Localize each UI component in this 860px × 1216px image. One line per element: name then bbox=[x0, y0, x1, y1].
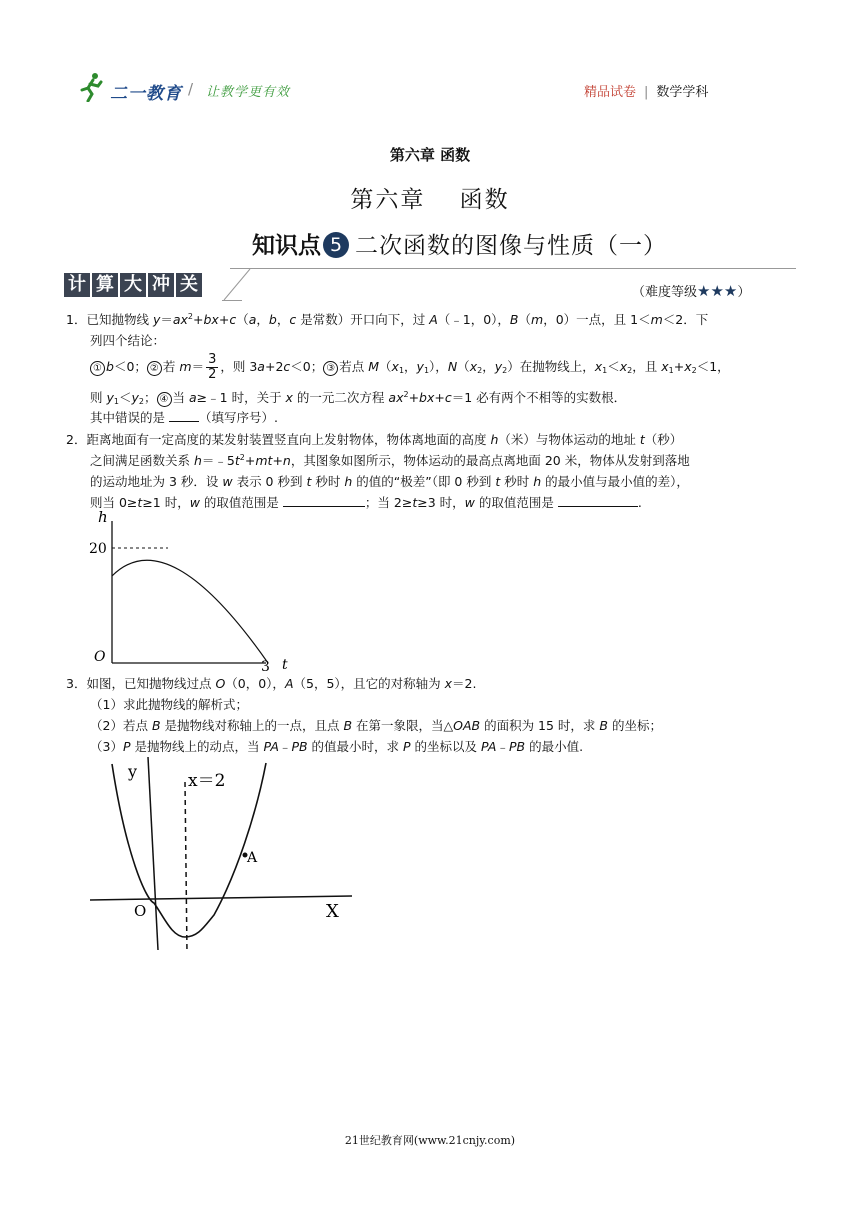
question-number: 2． bbox=[66, 432, 87, 447]
question-3-part-2: （2）若点 B 是抛物线对称轴上的一点，且点 B 在第一象限，当△OAB 的面积为 15 时，求 B 的坐标； bbox=[90, 718, 662, 733]
knowledge-point-label: 知识点 bbox=[252, 233, 321, 259]
tag-quality: 精品试卷 bbox=[584, 85, 637, 100]
tag-subject: 数学学科 bbox=[656, 85, 709, 100]
difficulty-rating: （难度等级★★★） bbox=[632, 282, 751, 300]
star-icon: ★★★ bbox=[697, 282, 738, 300]
question-3-graph bbox=[86, 755, 356, 955]
y-tick-label: 20 bbox=[89, 541, 107, 557]
question-2-graph bbox=[86, 505, 296, 673]
origin-label: O bbox=[134, 902, 147, 920]
banner-char: 冲 bbox=[148, 273, 174, 297]
x-axis bbox=[90, 896, 352, 900]
question-1-line2: 列四个结论： bbox=[90, 333, 166, 348]
question-3-part-1: （1）求此抛物线的解析式； bbox=[90, 697, 248, 712]
banner-char: 计 bbox=[64, 273, 90, 297]
origin-label: O bbox=[94, 649, 106, 665]
question-2: 2．距离地面有一定高度的某发射装置竖直向上发射物体，物体离地面的高度 h（米）与物体运动的地址 t（秒） bbox=[66, 432, 683, 447]
chapter-title-large: 第六章 函数 bbox=[350, 187, 510, 213]
brand-slash: / bbox=[188, 80, 194, 98]
symmetry-axis-label: x＝2 bbox=[188, 771, 226, 791]
banner-char: 算 bbox=[92, 273, 118, 297]
banner-diagonal bbox=[222, 268, 252, 302]
header-tags bbox=[584, 81, 708, 100]
question-3-part-3: （3）P 是抛物线上的动点，当 PA﹣PB 的值最小时，求 P 的坐标以及 PA﹣PB 的最小值. bbox=[90, 739, 584, 754]
chapter-title-small: 第六章 函数 bbox=[389, 146, 471, 164]
symmetry-axis-dashed bbox=[185, 782, 187, 953]
knowledge-point-name: 二次函数的图像与性质（一） bbox=[355, 233, 667, 259]
footer-source: 21世纪教育网(www.21cnjy.com) bbox=[344, 1134, 516, 1147]
y-axis-label: y bbox=[128, 762, 138, 781]
answer-blank[interactable] bbox=[169, 421, 199, 422]
x-axis-label: t bbox=[282, 657, 288, 673]
question-1: 1．已知抛物线 $y=ax^2+bx+c(a$，b，c 是常数）开口向下，过 A（﹣1，0），B（m，0）一点，且 1＜m＜2．下 bbox=[66, 312, 709, 327]
question-1-blank-line: 其中错误的是 （填写序号）. bbox=[90, 410, 278, 425]
banner-rule bbox=[230, 268, 796, 269]
answer-blank[interactable] bbox=[558, 506, 638, 507]
y-axis-label: h bbox=[98, 508, 108, 526]
brand-name: 二一教育 bbox=[110, 84, 182, 104]
question-1-conclusions: ① b＜0； ② 若 m＝ $\frac{3}{2}$ ，则 3a+2c＜0； ③ 若点 $M(x_1$，$y_1$），$N(x_2$，$y_2$）在抛物线上，$x_1<x_2$，且 $x_1+x_2<1$， bbox=[90, 347, 800, 387]
x-axis-label: X bbox=[326, 901, 339, 922]
point-a-label: A bbox=[247, 850, 258, 866]
logo-runner-icon bbox=[78, 72, 104, 102]
knowledge-point-number-badge: 5 bbox=[323, 232, 349, 258]
section-banner bbox=[64, 273, 204, 301]
question-number: 1． bbox=[66, 312, 87, 327]
x-tick-label: 3 bbox=[261, 659, 270, 673]
fraction-3-2: $\frac{3}{2}$ bbox=[208, 352, 217, 382]
height-curve bbox=[112, 560, 268, 663]
brand-slogan: 让教学更有效 bbox=[206, 85, 291, 100]
knowledge-point-title bbox=[252, 227, 667, 260]
question-1-line4: 则 $y_1<y_2$； ④ 当 a≥﹣1 时，关于 x 的一元二次方程 $ax^2+bx+c=1$ 必有两个不相等的实数根． bbox=[90, 390, 627, 406]
banner-char: 大 bbox=[120, 273, 146, 297]
tag-separator: | bbox=[644, 85, 649, 100]
banner-char: 关 bbox=[176, 273, 202, 297]
question-3: 3．如图，已知抛物线过点 O（0，0），A（5，5），且它的对称轴为 x＝2. bbox=[66, 676, 477, 691]
y-axis bbox=[148, 757, 158, 950]
question-number: 3． bbox=[66, 676, 87, 691]
